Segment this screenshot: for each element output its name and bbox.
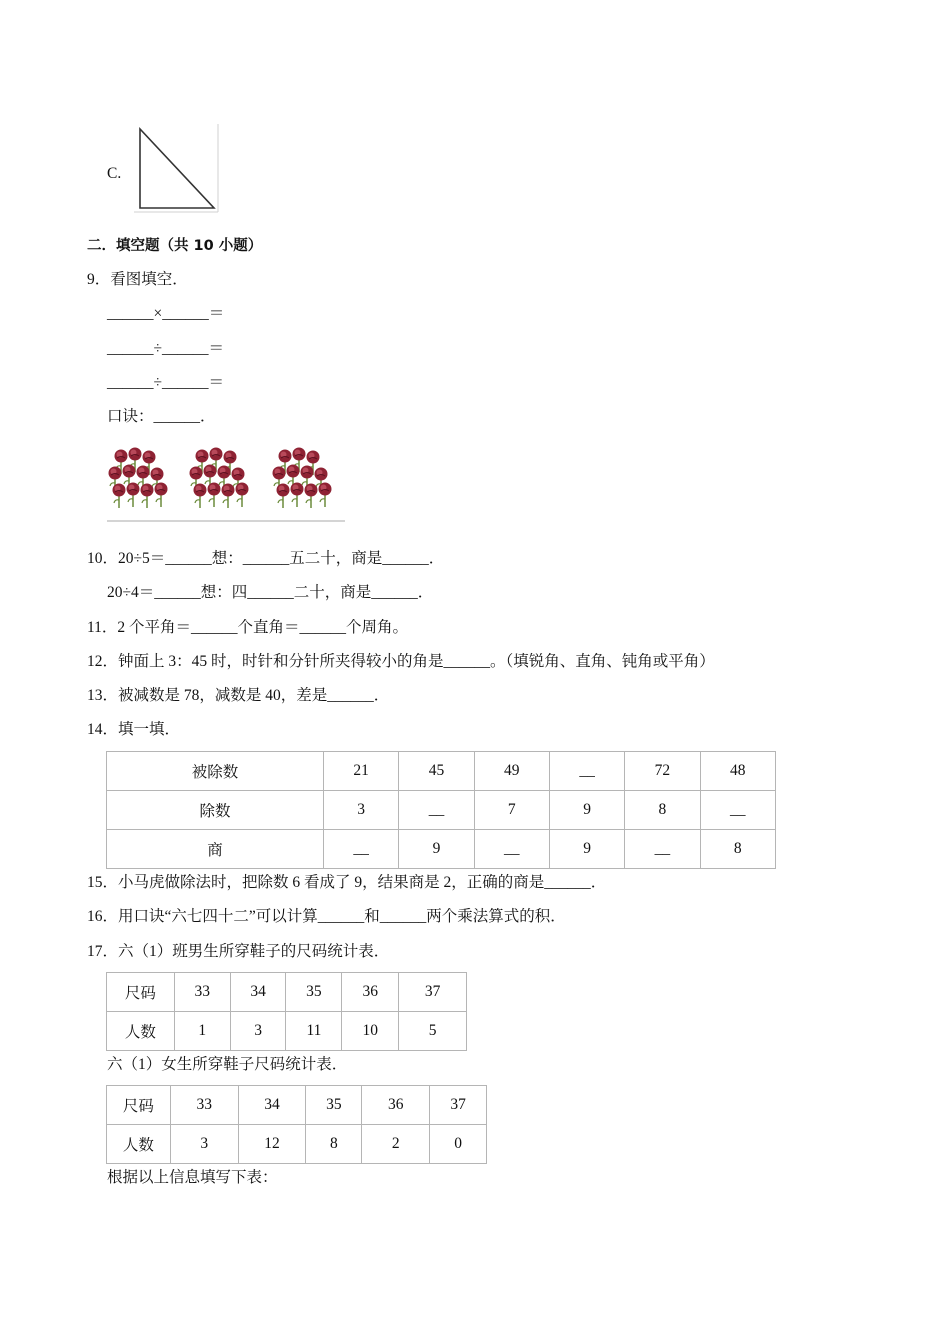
table-cell: 8 (700, 830, 775, 869)
table-cell: 2 (362, 1125, 430, 1164)
table-cell: 8 (306, 1125, 362, 1164)
table-cell: 0 (430, 1125, 487, 1164)
q10-line-2: 20÷4＝______想：四______二十，商是______． (107, 584, 434, 601)
table-cell: 尺码 (107, 973, 175, 1012)
table-cell: 35 (286, 973, 342, 1012)
q9-line-2: ______÷______＝ (107, 340, 225, 357)
table-cell: 11 (286, 1012, 342, 1051)
table-cell: 10 (342, 1012, 399, 1051)
table-cell: 34 (230, 973, 286, 1012)
table-cell: 除数 (107, 791, 324, 830)
table-cell: 人数 (107, 1012, 175, 1051)
table-cell: 8 (625, 791, 700, 830)
table-cell: __ (625, 830, 700, 869)
table-cell: 37 (430, 1086, 487, 1125)
table-cell: 9 (399, 830, 474, 869)
table-row (107, 1086, 487, 1125)
table-cell: 37 (399, 973, 467, 1012)
table-cell: 尺码 (107, 1086, 171, 1125)
table-cell: 48 (700, 752, 775, 791)
table-cell: 49 (474, 752, 549, 791)
q15: 15．小马虎做除法时，把除数 6 看成了 9，结果商是 2，正确的商是______． (87, 874, 607, 891)
q17-girls-table (106, 1085, 487, 1164)
q9-line-1: ______×______＝ (107, 305, 225, 322)
table-cell: __ (700, 791, 775, 830)
table-cell: 3 (230, 1012, 286, 1051)
flowers-image (105, 437, 347, 523)
q17-footer: 根据以上信息填写下表： (107, 1169, 278, 1186)
table-row (107, 973, 467, 1012)
table-cell: __ (323, 830, 398, 869)
q17-boys-table (106, 972, 467, 1051)
q14-title: 14．填一填． (87, 721, 181, 738)
table-cell: 72 (625, 752, 700, 791)
table-cell: 9 (549, 830, 624, 869)
table-cell: 34 (238, 1086, 306, 1125)
q12: 12．钟面上 3：45 时，时针和分针所夹得较小的角是______。（填锐角、直角、钝角或平角） (87, 653, 715, 670)
q9-title: 9．看图填空． (87, 271, 188, 288)
table-cell: 5 (399, 1012, 467, 1051)
table-cell: 商 (107, 830, 324, 869)
table-row (107, 830, 776, 869)
table-row (107, 1125, 487, 1164)
table-cell: __ (549, 752, 624, 791)
q10-line-1: 10．20÷5＝______想：______五二十，商是______． (87, 550, 445, 567)
q9-koujue: 口诀：______． (107, 408, 216, 425)
table-cell: 3 (323, 791, 398, 830)
q17-girls-title: 六（1）女生所穿鞋子尺码统计表． (107, 1056, 348, 1073)
table-cell: 被除数 (107, 752, 324, 791)
table-cell: 35 (306, 1086, 362, 1125)
table-cell: 1 (174, 1012, 230, 1051)
q14-table (106, 751, 776, 869)
table-cell: 9 (549, 791, 624, 830)
table-cell: 7 (474, 791, 549, 830)
q9-line-3: ______÷______＝ (107, 374, 225, 391)
table-cell: 45 (399, 752, 474, 791)
option-c-label: C. (107, 165, 122, 182)
table-cell: 12 (238, 1125, 306, 1164)
table-cell: 人数 (107, 1125, 171, 1164)
table-row (107, 752, 776, 791)
table-cell: 3 (170, 1125, 238, 1164)
table-row (107, 1012, 467, 1051)
table-cell: 36 (362, 1086, 430, 1125)
table-cell: __ (474, 830, 549, 869)
q13: 13．被减数是 78，减数是 40，差是______． (87, 687, 390, 704)
table-cell: 36 (342, 973, 399, 1012)
table-cell: 33 (174, 973, 230, 1012)
q16: 16．用口诀“六七四十二”可以计算______和______两个乘法算式的积． (87, 908, 566, 925)
q11: 11．2 个平角＝______个直角＝______个周角。 (87, 619, 409, 636)
section-title: 二．填空题（共 10 小题） (87, 238, 263, 254)
triangle-figure (130, 122, 222, 216)
table-cell: 33 (170, 1086, 238, 1125)
table-row (107, 791, 776, 830)
table-cell: 21 (323, 752, 398, 791)
table-cell: __ (399, 791, 474, 830)
q17-title: 17．六（1）班男生所穿鞋子的尺码统计表． (87, 943, 390, 960)
